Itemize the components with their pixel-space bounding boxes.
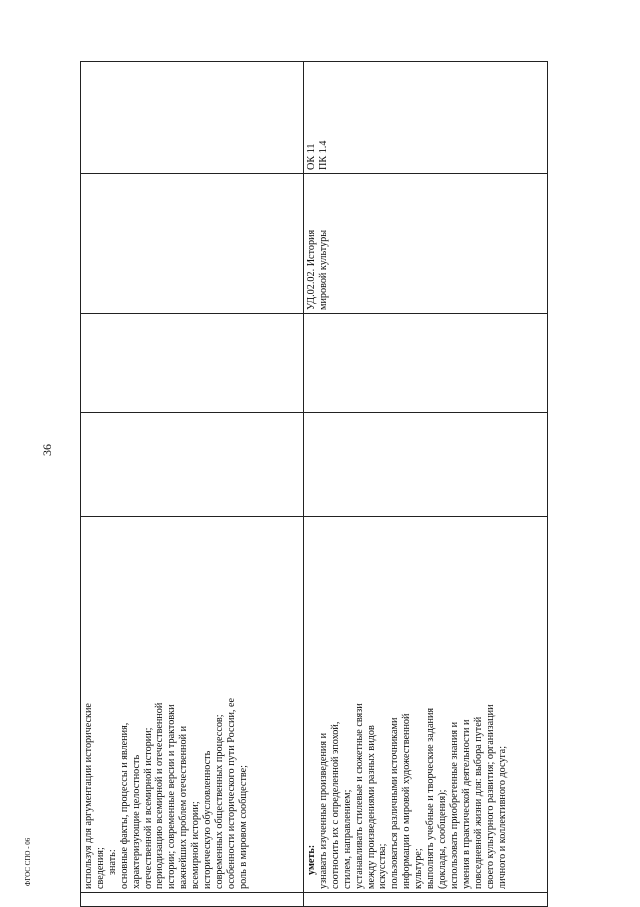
text-line: особенности исторического пути России, ее	[225, 697, 237, 889]
text-line: умения в практической деятельности и	[460, 719, 472, 889]
text-line: стилем, направлением;	[341, 789, 353, 889]
text-line: соотносить их с определенной эпохой,	[329, 721, 341, 889]
text-line: роль в мировом сообществе;	[237, 765, 249, 889]
text-line: историческую обусловленность	[202, 750, 214, 889]
text-line: личного и коллективного досуга;	[496, 745, 508, 889]
text-line: истории; современные версии и трактовки	[166, 704, 178, 889]
table-row	[81, 62, 304, 907]
curriculum-table	[80, 61, 548, 907]
competency-code: ОК 11	[306, 143, 317, 170]
text-line: между произведениями разных видов	[365, 725, 377, 889]
table-cell	[304, 314, 548, 413]
text-line: важнейших проблем отечественной и	[178, 725, 190, 889]
text-line: своего культурного развития; организации	[484, 704, 496, 889]
table-row	[304, 62, 548, 907]
text-line: современных общественных процессов;	[213, 714, 225, 889]
text-line: всемирной истории;	[190, 801, 202, 889]
text-line: искусства;	[377, 843, 389, 889]
table-cell	[81, 893, 304, 907]
text-line: информации о мировой художественной	[401, 713, 413, 889]
text-line: пользоваться различными источниками	[389, 717, 401, 889]
text-line: сведения;	[94, 847, 106, 889]
text-line: уметь:	[306, 844, 317, 875]
table-cell	[81, 174, 304, 314]
text-line: отечественной и всемирной истории;	[142, 727, 154, 889]
table-cell	[81, 314, 304, 413]
discipline-code: УД.02.02. История	[306, 229, 317, 310]
discipline-name: мировой культуры	[317, 229, 329, 310]
text-line: знать:	[106, 849, 118, 875]
table-cell	[81, 62, 304, 174]
text-line: периодизацию всемирной и отечественной	[154, 702, 166, 889]
rotated-table-page	[80, 62, 547, 907]
table-cell-discipline	[304, 174, 548, 314]
table-cell	[304, 413, 548, 517]
text-line: культуре;	[413, 848, 425, 889]
table-cell-skills	[304, 517, 548, 893]
text-line: (доклады, сообщения);	[436, 789, 448, 889]
text-line: использовать приобретенные знания и	[448, 721, 460, 889]
text-line: используя для аргументации исторические	[83, 703, 94, 889]
footer-code: ФГОС СПО - 06	[24, 837, 32, 887]
table-cell-competencies	[304, 62, 548, 174]
text-line: выполнять учебные и творческие задания	[425, 707, 437, 889]
text-line: узнавать изученные произведения и	[317, 732, 329, 889]
table-cell	[81, 413, 304, 517]
competency-code: ПК 1.4	[317, 140, 329, 170]
text-line: характеризующие целостность	[130, 754, 142, 889]
table-cell	[304, 893, 548, 907]
page-number: 36	[40, 444, 54, 456]
text-line: устанавливать стилевые и сюжетные связи	[353, 703, 365, 889]
text-line: повседневной жизни для: выбора путей	[472, 716, 484, 889]
table-cell-knowledge	[81, 517, 304, 893]
text-line: основные факты, процессы и явления,	[118, 722, 130, 889]
